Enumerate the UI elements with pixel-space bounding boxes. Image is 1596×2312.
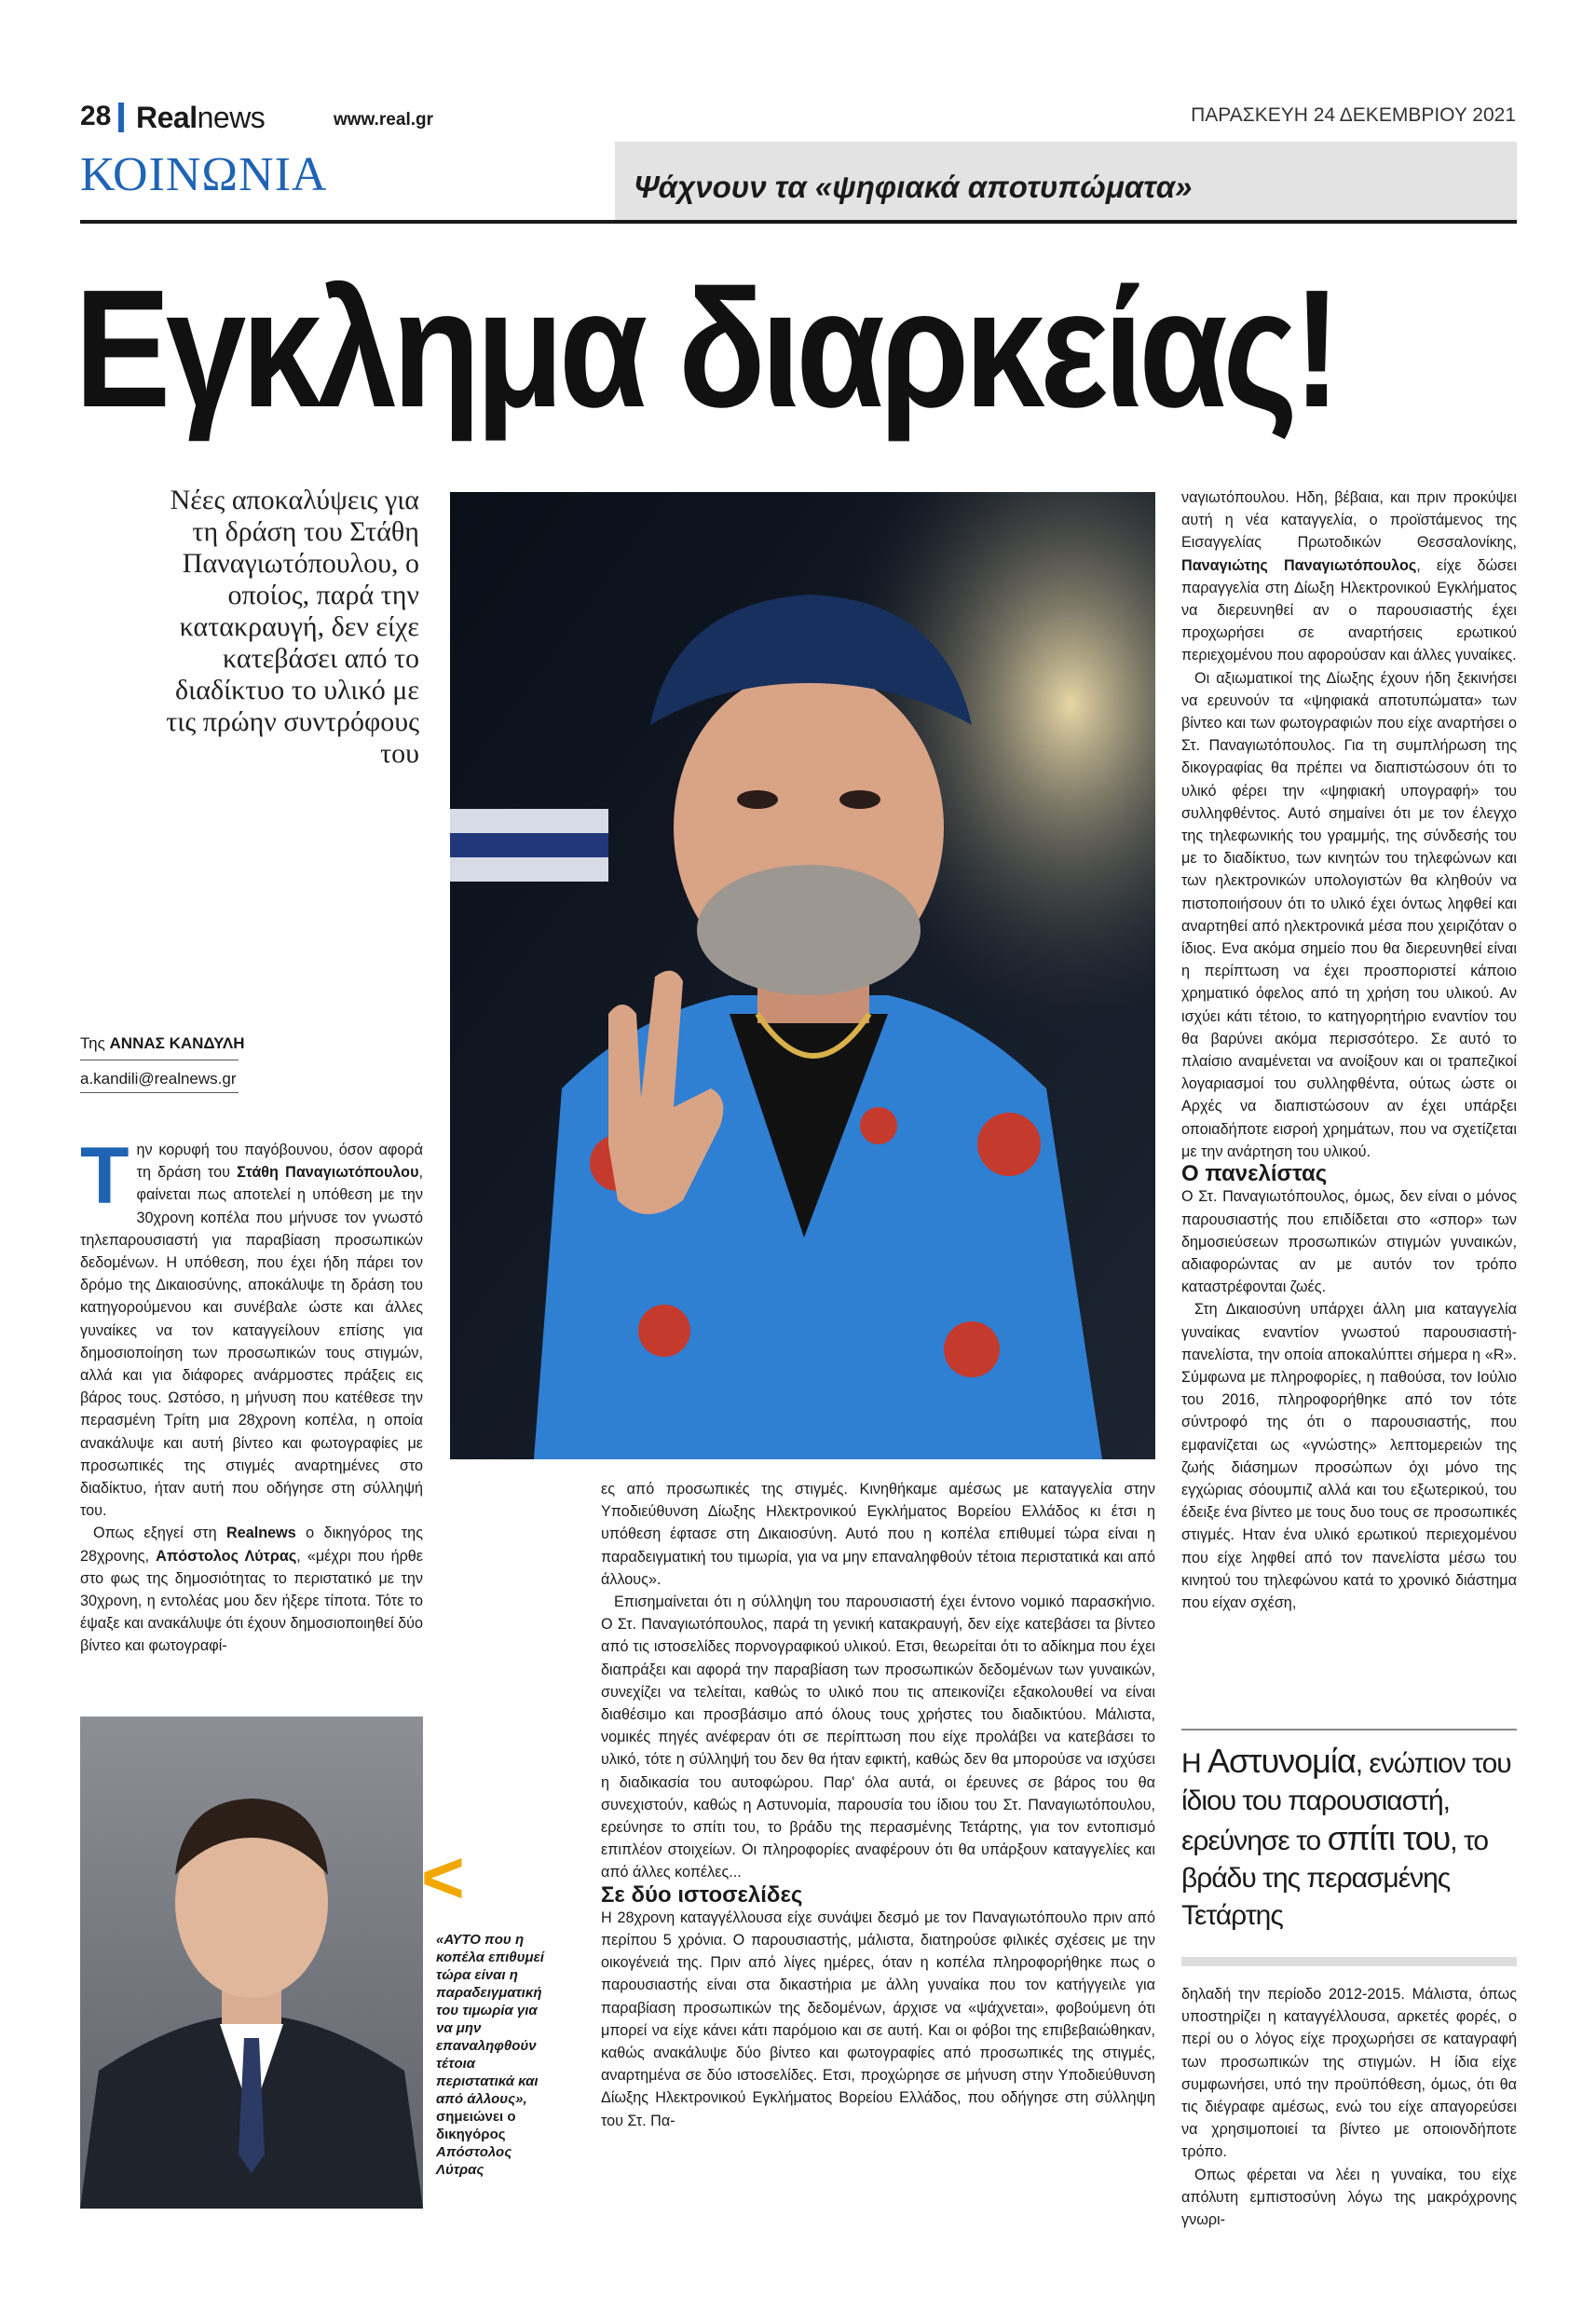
byline-divider	[80, 1092, 239, 1093]
photo-caption: «ΑΥΤΟ που η κοπέλα επιθυμεί τώρα είναι η παραδειγματική του τιμωρία για να μην επαναληφθούν τέτοια περιστατικά και από άλλους», σημειώνει ο δικηγόρος Απόστολος Λύτρας	[436, 1932, 544, 2178]
pullquote-rule	[1181, 1957, 1517, 1966]
kicker-text: Ψάχνουν τα «ψηφιακά αποτυπώματα»	[634, 170, 1193, 204]
brand-url: www.real.gr	[334, 110, 433, 130]
paragraph: Η 28χρονη καταγγέλλουσα είχε συνάψει δεσμό με τον Παναγιωτόπουλο πριν από περίπου 5 χρόνια. Ο παρουσιαστής, μάλιστα, διατηρούσε φιλικές σχέσεις με την οικογένειά της. Πριν από λίγες ημέρες, όταν η κοπέλα πληροφορήθηκε πως ο παρουσιαστής είναι στα δικαστήρια με άλλη γυναίκα που τον κατήγγειλε για παραβίαση προσωπικών της δεδομένων, άρχισε να «ψάχνεται», φοβούμενη ότι μπορεί να είχε κάνει κάτι παρόμοιο και σε αυτή. Και οι φόβοι της επιβεβαιώθηκαν, καθώς ανακάλυψε δύο βίντεο και φωτογραφίες από προσωπικές της στιγμές, αναρτημένα σε δύο ιστοσελίδες. Ετσι, προχώρησε σε μήνυση στην Υποδιεύθυνση Δίωξης Ηλεκτρονικού Εγκλήματος Βορείου Ελλάδος, που οδήγησε στη σύλληψη του Στ. Πα-	[601, 1908, 1155, 2129]
paragraph: ες από προσωπικές της στιγμές. Κινηθήκαμε αμέσως με καταγγελία στην Υποδιεύθυνση Δίωξης Ηλεκτρονικού Εγκλήματος Βορείου Ελλάδος κι έτσι η υπόθεση έφτασε στη Δικαιοσύνη. Αυτό που η κοπέλα επιθυμεί τώρα είναι η παραδειγματική του τιμωρία, για να μην επαναληφθούν τέτοια περιστατικά και από άλλους».	[601, 1481, 1155, 1588]
chevron-left-icon: <	[421, 1836, 465, 1919]
paragraph: Επισημαίνεται ότι η σύλληψη του παρουσιαστή έχει έντονο νομικό παρασκήνιο. Ο Στ. Παναγιωτόπουλος, παρά τη γενική κατακραυγή, δεν είχε κατεβάσει τα βίντεο από τις ιστοσελίδες πορνογραφικού υλικού. Ετσι, θεωρείται ότι το αδίκημα που έχει διαπράξει και αφορά την παραβίαση των προσωπικών δεδομένων των γυναικών, συνεχίζει να τελείται, καθώς το υλικό που τις απεικονίζει εξακολουθεί να είναι διαθέσιμο και προσβάσιμο από όλους τους χρήστες του διαδικτύου. Μάλιστα, νομικές πηγές ανέφεραν ότι σε περίπτωση που είχε προλάβει να κατεβάσει το υλικό, τότε η σύλληψή του δεν θα ήταν εφικτή, καθώς δεν θα μπορούσε να ισχύσει η διαδικασία του αυτοφώρου. Παρ' όλα αυτά, οι έρευνες σε βάρος του θα συνεχιστούν, καθώς η Αστυνομία, παρουσία του ίδιου του Στ. Παναγιωτόπουλου, ερεύνησε το σπίτι του, το βράδυ της περασμένης Τετάρτης, για τον εντοπισμό επιπλέον στοιχείων. Οι πληροφορίες αναφέρουν ότι θα υπάρξουν καταγγελίες και από άλλες κοπέλες...	[601, 1594, 1155, 1881]
pullquote: Η Αστυνομία, ενώπιον του ίδιου του παρουσιαστή, ερεύνησε το σπίτι του, το βράδυ της περασμένης Τετάρτης	[1181, 1742, 1511, 1931]
section-label: ΚΟΙΝΩΝΙΑ	[80, 148, 328, 201]
subheading: Ο πανελίστας	[1181, 1161, 1328, 1187]
page-number: 28	[80, 101, 112, 131]
issue-date: ΠΑΡΑΣΚΕΥΗ 24 ΔΕΚΕΜΒΡΙΟΥ 2021	[1191, 104, 1516, 126]
main-photo	[450, 492, 1155, 1459]
drop-cap: Τ	[80, 1131, 130, 1221]
paragraph: Την κορυφή του παγόβουνου, όσον αφορά τη δράση του Στάθη Παναγιωτόπουλου, φαίνεται πως αποτελεί η υπόθεση με την 30χρονη κοπέλα που μήνυσε τον γνωστό τηλεπαρουσιαστή για παραβίαση προσωπικών δεδομένων. Η υπόθεση, που έχει ήδη πάρει τον δρόμο της Δικαιοσύνης, αποκάλυψε τη δράση του κατηγορούμενου και συνέβαλε ώστε και άλλες γυναίκες να τον καταγγείλουν επίσης για δημοσιοποίηση των προσωπικών τους στιγμών, αλλά και για διάφορες ανάρμοστες πράξεις εις βάρος τους. Ωστόσο, η μήνυση που κατέθεσε την περασμένη Τρίτη μια 28χρονη κοπέλα, η οποία ανακάλυψε και αυτή βίντεο και φωτογραφίες με προσωπικές της στιγμές αναρτημένες στο διαδίκτυο, ήταν αυτή που οδήγησε στη σύλληψή του.	[80, 1131, 423, 1520]
paragraph: Στη Δικαιοσύνη υπάρχει άλλη μια καταγγελία γυναίκας εναντίον γνωστού παρουσιαστή-πανελίστα, την οποία αποκαλύπτει σήμερα η «R». Σύμφωνα με πληροφορίες, η παθούσα, τον Ιούλιο του 2016, πληροφορήθηκε από τον τότε σύντροφό της ότι ο παρουσιαστής, που εμφανίζεται ως «γνώστης» λεπτομερειών της ζωής διάσημων προσώπων όχι μόνο της εγχώριας σόουμπιζ αλλά και του εξωτερικού, του έδειξε ένα βίντεο με τους δυο τους σε προσωπικές στιγμές. Ηταν ένα υλικό ερωτικού περιεχομένου που είχε ληφθεί από τον πανελίστα μέσω του κινητού του τηλεφώνου κατά το χρονικό διάστημα που είχαν σχέση,	[1181, 1301, 1517, 1611]
article-column-3	[1181, 486, 1517, 1614]
paragraph: δηλαδή την περίοδο 2012-2015. Μάλιστα, όπως υποστηρίζει η καταγγέλλουσα, αρκετές φορές, ο περί ου ο λόγος είχε προχωρήσει σε καταγραφή των προσωπικών της στιγμών. Η ίδια είχε συμφωνήσει, υπό την προϋπόθεση, όμως, ότι θα τις διέγραφε αμέσως, ενώ του είχε απαγορεύσει να χρησιμοποιεί τα βίντεο με οποιονδήποτε τρόπο.	[1181, 1986, 1517, 2161]
subheading: Σε δύο ιστοσελίδες	[601, 1881, 803, 1908]
article-column-1	[80, 1131, 424, 1658]
header-divider	[118, 103, 124, 132]
article-column-2	[601, 1478, 1155, 2132]
brand-logo: Realnews	[136, 101, 266, 134]
author-email[interactable]: a.kandili@realnews.gr	[80, 1070, 237, 1088]
headline: Εγκλημα διαρκείας!	[75, 255, 1337, 443]
paragraph: Ο Στ. Παναγιωτόπουλος, όμως, δεν είναι ο μόνος παρουσιαστής που επιδίδεται στο «σπορ» των δημοσιεύσεων προσωπικών στιγμών γυναικών, αδιαφορώντας αν με αυτόν τον τρόπο καταστρέφονται ζωές.	[1181, 1188, 1517, 1296]
paragraph: Οπως φέρεται να λέει η γυναίκα, του είχε απόλυτη εμπιστοσύνη λόγω της μακρόχρονης γνωρι-	[1181, 2166, 1517, 2229]
header-rule	[80, 220, 1517, 224]
pullquote-rule	[1181, 1729, 1517, 1731]
lawyer-photo	[80, 1717, 423, 2209]
paragraph: Οι αξιωματικοί της Δίωξης έχουν ήδη ξεκινήσει να ερευνούν τα «ψηφιακά αποτυπώματα» των βίντεο και των φωτογραφιών που είχε αναρτήσει ο Στ. Παναγιωτόπουλος. Για τη συμπλήρωση της δικογραφίας θα πρέπει να διαπιστώσουν ότι το υλικό φέρει την «ψηφιακή υπογραφή» του συλληφθέντος. Αυτό σημαίνει ότι με τον έλεγχο της τηλεφωνικής του γραμμής, της σύνδεσής του με το διαδίκτυο, των κινητών του τηλεφώνων και των ηλεκτρονικών υπολογιστών θα κληθούν να πιστοποιήσουν ότι το υλικό έχει όντως ληφθεί και αναρτηθεί από ηλεκτρονικά μέσα που χειριζόταν ο ίδιος. Ενα ακόμα σημείο που θα διερευνηθεί είναι η περίπτωση να έχει προσποριστεί κάποιο χρηματικό όφελος από τη χρήση του υλικού. Αν ισχύει κάτι τέτοιο, το κατηγορητήριο εναντίον του θα βαρύνει ακόμα περισσότερο. Σε αυτό το πλαίσιο αναμένεται να ανοίξουν και οι τραπεζικοί λογαριασμοί του συλληφθέντα, ούτως ώστε οι Αρχές να διαπιστώσουν αν έχει υπάρξει οποιαδήποτε εισροή χρημάτων, που να σχετίζεται με την ανάρτηση του υλικού.	[1181, 669, 1517, 1160]
paragraph: Οπως εξηγεί στη Realnews ο δικηγόρος της 28χρονης, Απόστολος Λύτρας, «μέχρι που ήρθε στο φως της δημοσιότητας το περιστατικό με την 30χρονη, η εντολέας μου δεν ήξερε τίποτα. Τότε το έψαξε και ανακάλυψε ότι έχουν δημοσιοποιηθεί δύο βίντεο και φωτογραφί-	[80, 1525, 424, 1655]
article-column-3-continued	[1181, 1983, 1517, 2231]
lede: Νέες αποκαλύψεις για τη δράση του Στάθη Παναγιωτόπουλου, ο οποίος, παρά την κατακραυγή, δεν είχε κατεβάσει από το διαδίκτυο το υλικό με τις πρώην συντρόφους του	[166, 485, 419, 769]
byline: Της ΑΝΝΑΣ ΚΑΝΔΥΛΗ	[80, 1034, 245, 1052]
paragraph: ναγιωτόπουλου. Ηδη, βέβαια, και πριν προκύψει αυτή η νέα καταγγελία, ο προϊστάμενος της Εισαγγελίας Πρωτοδικών Θεσσαλονίκης, Παναγιώτης Παναγιωτόπουλος, είχε δώσει παραγγελία στη Δίωξη Ηλεκτρονικού Εγκλήματος να διερευνηθεί αν ο παρουσιαστής έχει προχωρήσει σε αναρτήσεις ερωτικού περιεχομένου που αφορούσαν και άλλες γυναίκες.	[1181, 489, 1517, 664]
